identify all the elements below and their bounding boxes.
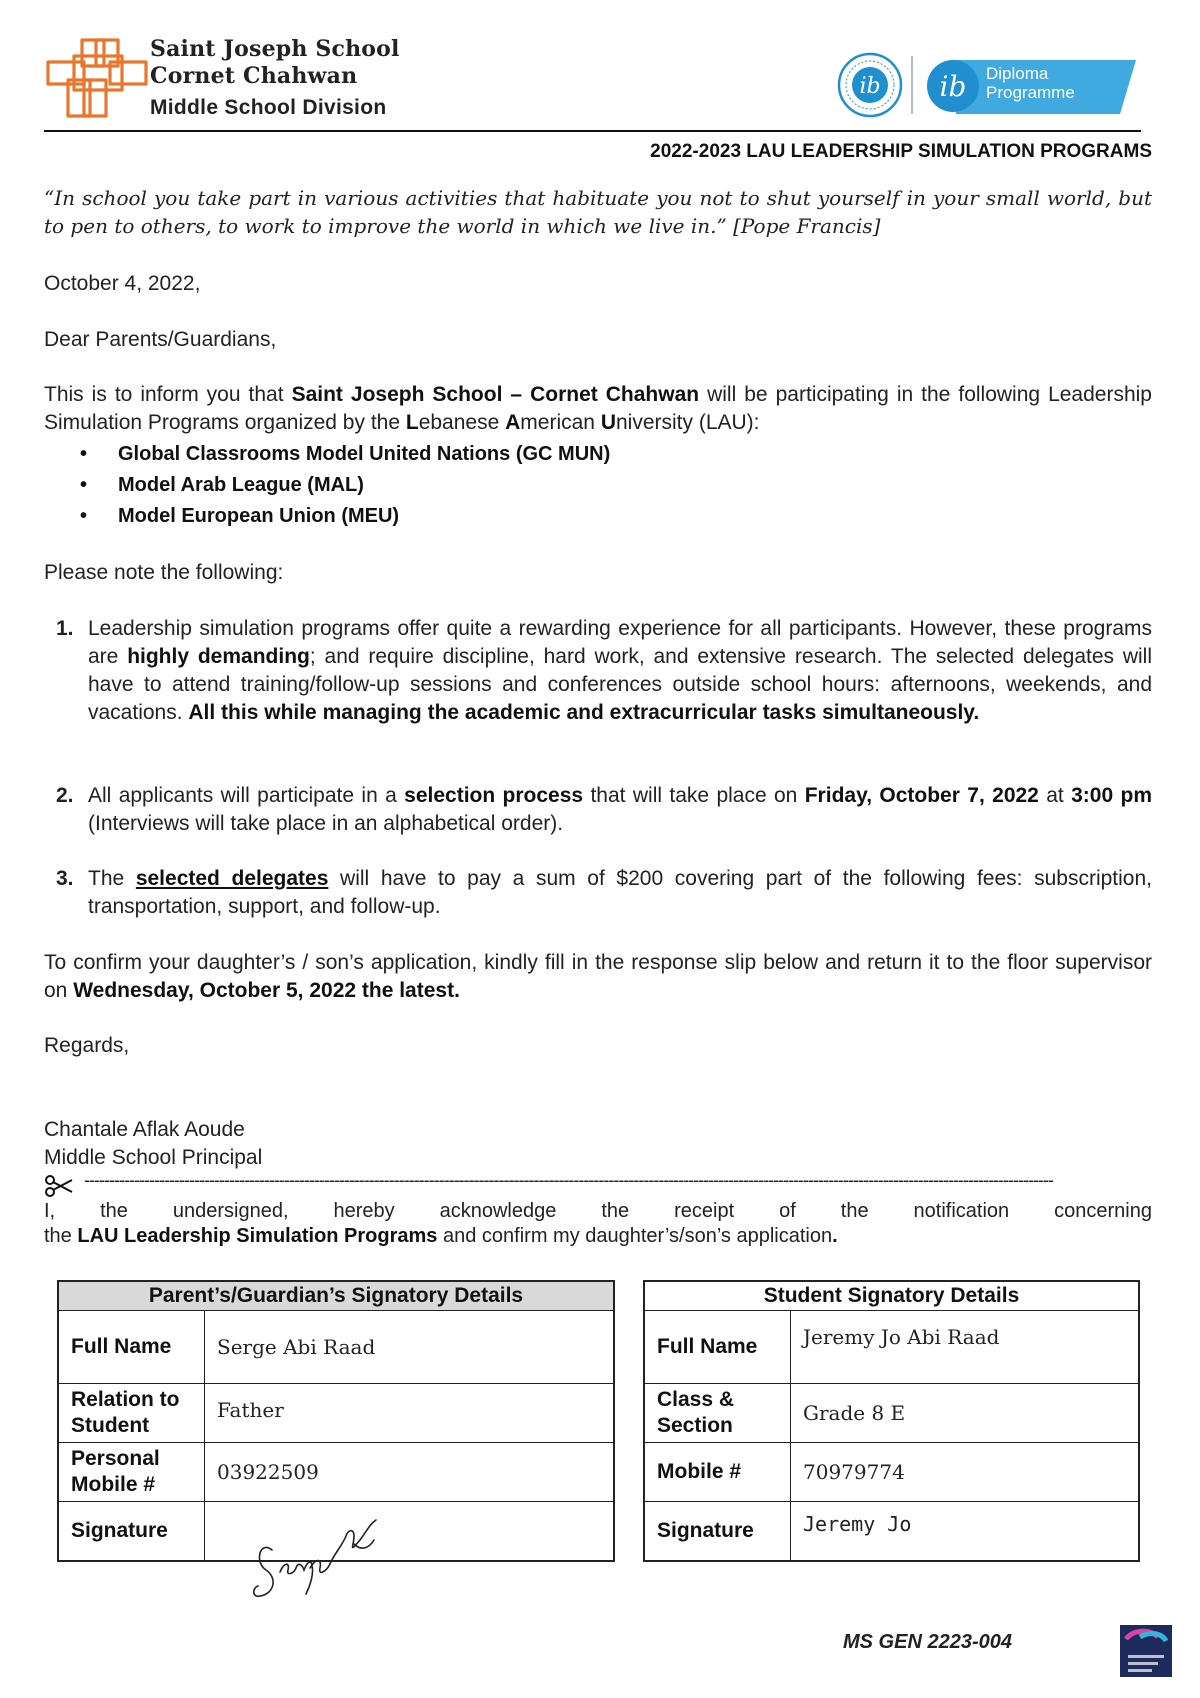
table-row [644,1384,1139,1443]
header-divider [44,130,1141,132]
ack-text-b: and confirm my daughter’s/son’s application [437,1225,833,1247]
ack-text-a: the [44,1225,78,1247]
intro-merican: merican [520,411,601,434]
parent-relation-field[interactable]: Father [205,1384,615,1443]
item2-text-c: that will take place on [583,784,805,807]
item-text [88,865,1152,921]
document-code: MS GEN 2223-004 [843,1631,1012,1653]
intro-letter-l: L [405,411,419,434]
list-item [44,470,1144,501]
program-title: 2022-2023 LAU LEADERSHIP SIMULATION PROGRAMS [650,141,1152,162]
item2-bold-d: Friday, October 7, 2022 [804,784,1039,807]
scissors-icon [44,1174,74,1198]
intro-niversity: niversity (LAU): [615,411,760,434]
program-list [44,439,1144,532]
note-item-3 [56,865,1152,921]
confirm-paragraph [44,949,1152,1005]
row-label: Full Name [58,1311,205,1384]
signer-title: Middle School Principal [44,1146,263,1169]
row-label: Full Name [644,1311,791,1384]
row-label: Signature [644,1502,791,1561]
handwritten-signature-icon [250,1510,410,1610]
program-name: Model Arab League (MAL) [118,474,364,496]
intro-letter-a: A [505,411,521,434]
row-label: Class & Section [644,1384,791,1443]
intro-ebanese: ebanese [418,411,506,434]
student-signatory-table [643,1280,1140,1562]
table-title: Parent’s/Guardian’s Signatory Details [58,1281,614,1311]
division-name: Middle School Division [150,96,387,119]
program-name: Global Classrooms Model United Nations (GC MUN) [118,443,611,465]
ib-programme-label [986,64,1075,102]
item-number: 1. [56,617,74,640]
school-name-line2: Cornet Chahwan [150,63,358,89]
svg-text:ib: ib [939,70,967,103]
school-logo [44,36,152,120]
opening-quote: “In school you take part in various activities that habituate you not to shut yourself in your small world, but to pen to others, to work to improve the world in which we live in.” [Pope Francis] [44,186,1152,238]
item1-text-a: Leadership simulation programs offer quite a rewarding experience for all participants. However, these programs are [88,617,1152,668]
ack-line-2 [44,1223,1152,1249]
student-class-field[interactable]: Grade 8 E [791,1384,1140,1443]
bullet-icon: • [80,474,88,496]
ib-label-line2: Programme [986,83,1075,102]
note-item-2 [56,782,1152,838]
parent-mobile-field[interactable]: 03922509 [205,1443,615,1502]
table-title: Student Signatory Details [644,1281,1139,1311]
item3-bold-b: selected delegates [135,867,329,890]
ack-program: LAU Leadership Simulation Programs [77,1225,438,1247]
list-item [44,439,1144,470]
item-number: 2. [56,784,74,807]
row-label: Relation to Student [58,1384,205,1443]
letter-date: October 4, 2022, [44,272,201,295]
bullet-icon: • [80,505,88,527]
item3-text-a: The [88,867,136,890]
ack-line-1: I, the undersigned, hereby acknowledge the receipt of the notification concerning [44,1200,1152,1222]
item2-text-a: All applicants will participate in a [88,784,405,807]
school-name [150,36,400,90]
table-row [644,1502,1139,1561]
item1-bold-b: highly demanding [127,645,310,668]
cut-line: -------------------------------------------------------------------------------------------------------------------------------------------------------------------------------------------------- [84,1170,1053,1190]
svg-text:ib: ib [859,74,881,99]
ib-label-line1: Diploma [986,64,1049,83]
student-signature-field[interactable]: Jeremy Jo [791,1502,1140,1561]
intro-text-b: will be participating in the following Leadership Simulation Programs organized by the [44,383,1152,434]
student-mobile-field[interactable]: 70979774 [791,1443,1140,1502]
item-text [88,782,1152,838]
item1-bold-d: All this while managing the academic and extracurricular tasks simultaneously. [188,701,980,724]
bullet-icon: • [80,443,88,465]
table-row [58,1384,614,1443]
closing: Regards, [44,1034,130,1057]
school-name-line1: Saint Joseph School [150,36,400,62]
item2-bold-b: selection process [404,784,584,807]
accreditation-logo [1120,1625,1172,1677]
table-row [58,1443,614,1502]
item3-text-c: will have to pay a sum of $200 covering part of the following fees: subscription, transportation, support, and follow-up. [88,867,1152,918]
ib-seal-icon [839,54,901,116]
intro-letter-u: U [600,411,616,434]
row-label: Personal Mobile # [58,1443,205,1502]
intro-paragraph [44,381,1152,437]
note-intro: Please note the following: [44,561,284,584]
item2-text-g: (Interviews will take place in an alphabetical order). [88,812,564,835]
item2-bold-f: 3:00 pm [1071,784,1153,807]
row-label: Mobile # [644,1443,791,1502]
parent-full-name-field[interactable]: Serge Abi Raad [205,1311,615,1384]
intro-text-a: This is to inform you that [44,383,292,406]
table-row [644,1311,1139,1384]
salutation: Dear Parents/Guardians, [44,328,277,351]
intro-school: Saint Joseph School – Cornet Chahwan [291,383,700,406]
program-name: Model European Union (MEU) [118,505,400,527]
table-row [58,1311,614,1384]
signer-name: Chantale Aflak Aoude [44,1118,245,1141]
item-text [88,615,1152,727]
confirm-text: To confirm your daughter’s / son’s application, kindly fill in the response slip below and return it to the floor supervisor on [44,951,1152,1002]
row-label: Signature [58,1502,205,1561]
table-row [644,1443,1139,1502]
item1-text-c: ; and require discipline, hard work, and extensive research. The selected delegates will have to attend training/follow-up sessions and conferences outside school hours: afternoons, weekends, and vacations. [88,645,1153,724]
ack-period: . [832,1225,838,1247]
list-item [44,501,1144,532]
item2-text-e: at [1038,784,1072,807]
confirm-deadline: Wednesday, October 5, 2022 the latest. [73,979,460,1002]
student-full-name-field[interactable]: Jeremy Jo Abi Raad [791,1311,1140,1384]
note-item-1 [56,615,1152,727]
item-number: 3. [56,867,74,890]
